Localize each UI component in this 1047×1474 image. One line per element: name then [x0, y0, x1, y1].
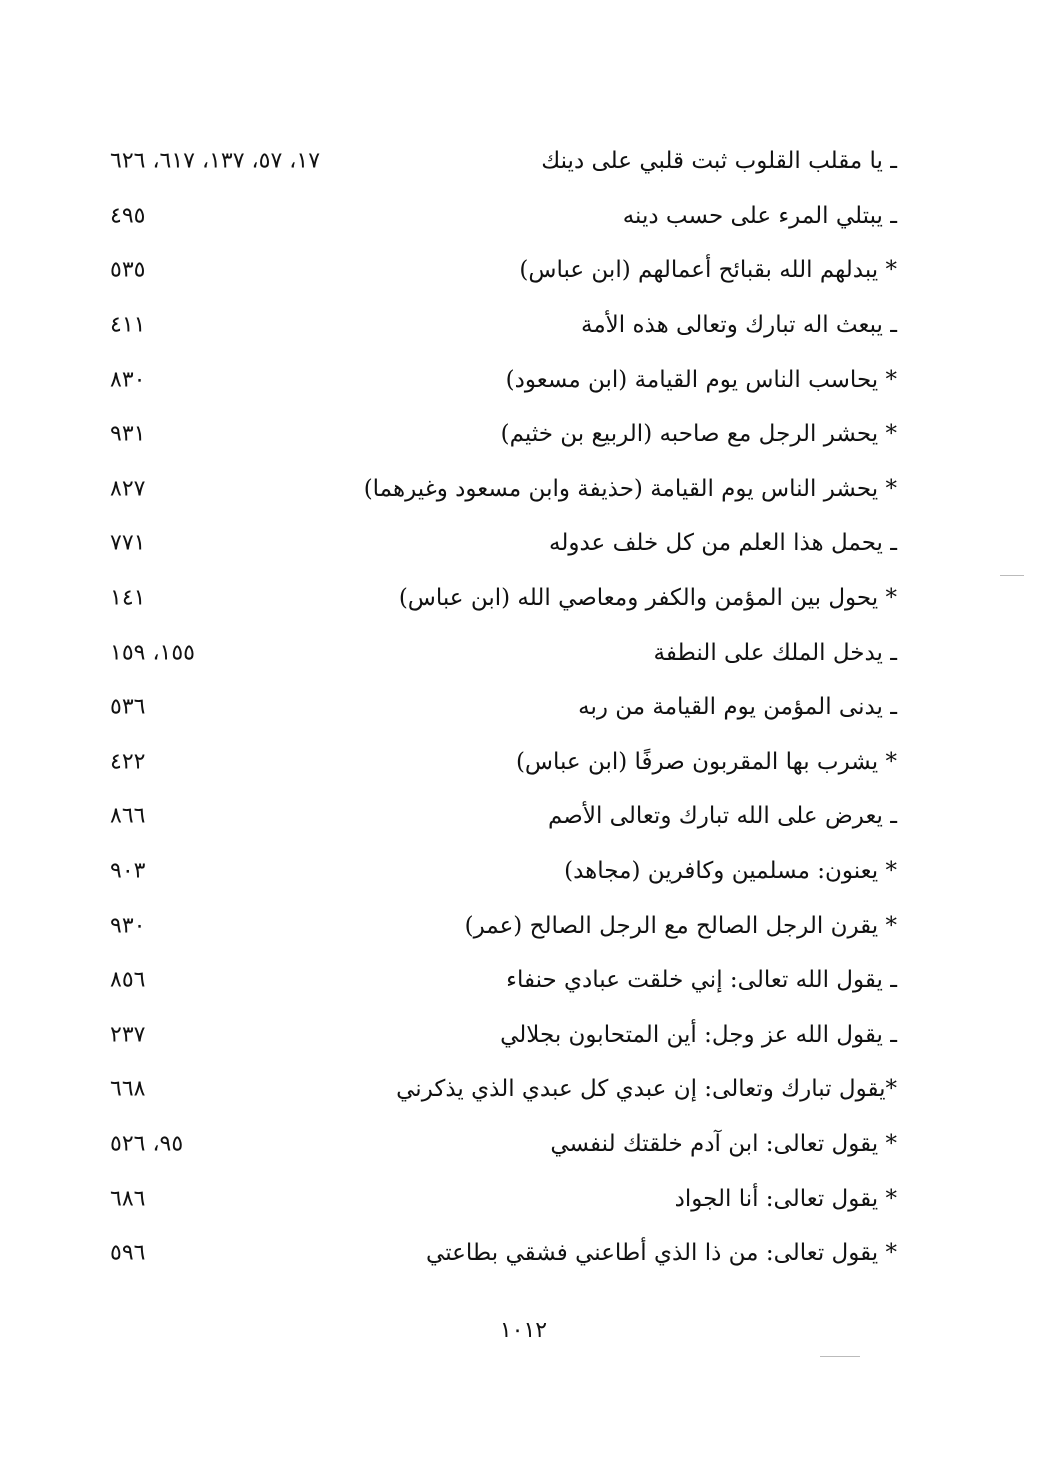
index-entry: [0, 789, 1047, 844]
entry-page-refs: ٥٩٦: [110, 1240, 146, 1266]
entry-text: * يحشر الناس يوم القيامة (حذيفة وابن مسعود وغيرهما): [363, 475, 897, 502]
entry-text: * يبدلهم الله بقبائح أعمالهم (ابن عباس): [519, 257, 897, 284]
entry-page-refs: ٨٣٠: [110, 367, 146, 393]
scan-mark: [1000, 575, 1024, 576]
index-entry: [0, 298, 1047, 353]
index-entry: [0, 953, 1047, 1008]
index-list: [0, 134, 1047, 1280]
entry-text: *يقول تبارك وتعالى: إن عبدي كل عبدي الذي يذكرني: [396, 1076, 897, 1103]
entry-page-refs: ١٤١: [110, 585, 146, 611]
entry-text: ـ يبعث اله تبارك وتعالى هذه الأمة: [581, 312, 897, 339]
index-entry: [0, 516, 1047, 571]
scan-mark: [820, 1356, 860, 1357]
entry-page-refs: ٩٣٠: [110, 913, 146, 939]
index-entry: [0, 243, 1047, 298]
entry-text: * يقول تعالى: أنا الجواد: [674, 1185, 897, 1212]
entry-text: * يشرب بها المقربون صرفًا (ابن عباس): [515, 748, 897, 775]
entry-text: * يعنون: مسلمين وكافرين (مجاهد): [564, 858, 897, 885]
index-entry: [0, 1117, 1047, 1172]
index-entry: [0, 134, 1047, 189]
index-entry: [0, 1171, 1047, 1226]
entry-text: ـ يعرض على الله تبارك وتعالى الأصم: [548, 803, 897, 830]
index-entry: [0, 571, 1047, 626]
index-entry: [0, 625, 1047, 680]
index-entry: [0, 844, 1047, 899]
entry-page-refs: ٥٣٦: [110, 694, 146, 720]
entry-text: * يقول تعالى: من ذا الذي أطاعني فشقي بطاعتي: [426, 1240, 897, 1267]
entry-page-refs: ٦٦٨: [110, 1076, 146, 1102]
index-entry: [0, 680, 1047, 735]
entry-page-refs: ٩٥، ٥٢٦: [110, 1131, 184, 1157]
entry-page-refs: ٤٢٢: [110, 749, 146, 775]
entry-page-refs: ٤١١: [110, 312, 146, 338]
entry-text: ـ يقول الله تعالى: إني خلقت عبادي حنفاء: [506, 967, 897, 994]
entry-text: ـ يا مقلب القلوب ثبت قلبي على دينك: [541, 148, 897, 175]
entry-page-refs: ٦٨٦: [110, 1186, 146, 1212]
entry-page-refs: ٥٣٥: [110, 257, 146, 283]
entry-text: ـ يدخل الملك على النطفة: [653, 639, 897, 666]
page-number: ١٠١٢: [499, 1318, 548, 1343]
index-entry: [0, 462, 1047, 517]
entry-text: * يحول بين المؤمن والكفر ومعاصي الله (ابن عباس): [398, 585, 897, 612]
index-entry: [0, 407, 1047, 462]
entry-text: ـ يقول الله عز وجل: أين المتحابون بجلالي: [500, 1021, 897, 1048]
index-entry: [0, 898, 1047, 953]
entry-page-refs: ٧٧١: [110, 530, 146, 556]
entry-text: ـ يحمل هذا العلم من كل خلف عدوله: [549, 530, 897, 557]
entry-text: ـ يبتلي المرء على حسب دينه: [622, 202, 897, 229]
index-entry: [0, 189, 1047, 244]
index-entry: [0, 1008, 1047, 1063]
entry-page-refs: ٨٦٦: [110, 803, 146, 829]
entry-text: * يحاسب الناس يوم القيامة (ابن مسعود): [505, 366, 897, 393]
entry-page-refs: ٢٣٧: [110, 1022, 146, 1048]
entry-page-refs: ٨٥٦: [110, 967, 146, 993]
entry-page-refs: ٩٣١: [110, 421, 146, 447]
index-entry: [0, 1062, 1047, 1117]
index-entry: [0, 1226, 1047, 1281]
entry-page-refs: ٩٠٣: [110, 858, 146, 884]
entry-page-refs: ١٥٥، ١٥٩: [110, 640, 195, 666]
index-entry: [0, 735, 1047, 790]
entry-page-refs: ٨٢٧: [110, 476, 146, 502]
entry-text: ـ يدنى المؤمن يوم القيامة من ربه: [578, 694, 897, 721]
entry-text: * يقرن الرجل الصالح مع الرجل الصالح (عمر): [464, 912, 897, 939]
entry-page-refs: ١٧، ٥٧، ١٣٧، ٦١٧، ٦٢٦: [110, 148, 321, 174]
entry-text: * يقول تعالى: ابن آدم خلقتك لنفسي: [550, 1130, 897, 1157]
index-entry: [0, 352, 1047, 407]
entry-text: * يحشر الرجل مع صاحبه (الربيع بن خثيم): [500, 421, 897, 448]
entry-page-refs: ٤٩٥: [110, 203, 146, 229]
